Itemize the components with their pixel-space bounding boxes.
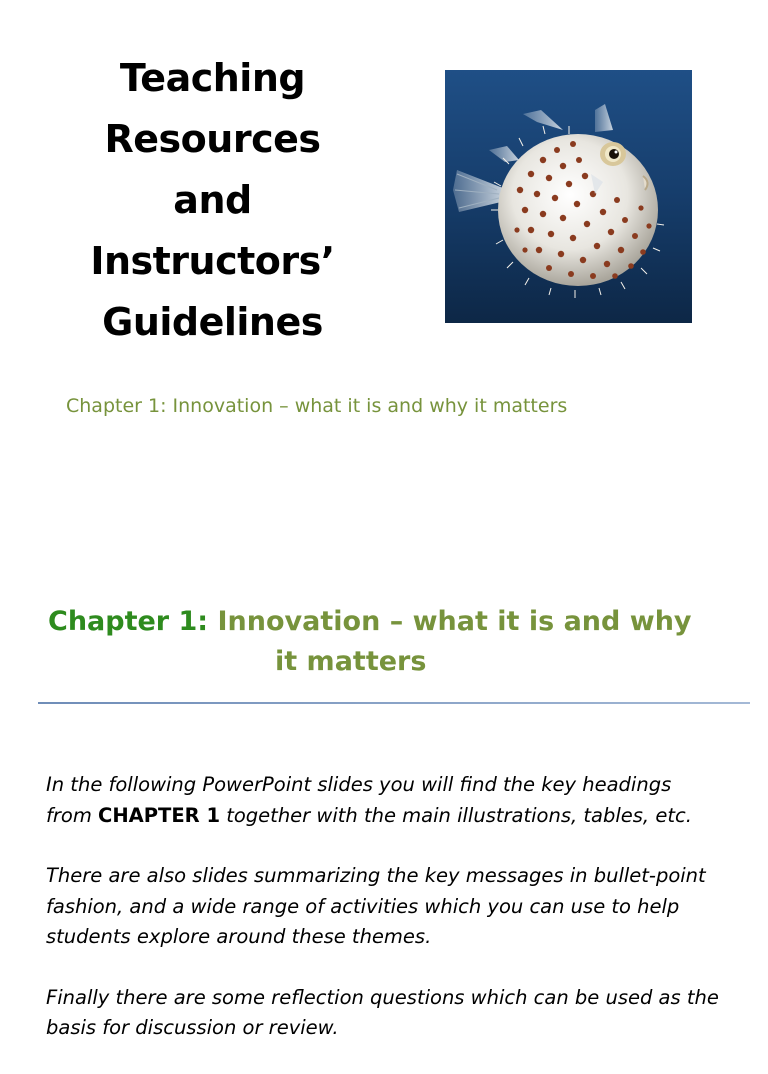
title-line: and [173,178,252,222]
pufferfish-image [445,70,692,323]
title-line: Guidelines [102,300,323,344]
document-title [40,48,385,353]
title-line: Teaching [119,56,306,100]
chapter-title: Innovation – what it is and why [208,606,692,637]
paragraph-slides: There are also slides summarizing the key messages in bullet-point fashion, and a wide range of activities which you can use to help students explore around these themes. [46,864,706,948]
chapter-heading-line [30,602,692,642]
paragraph-reflection: Finally there are some reflection questions which can be used as the basis for discussion or review. [46,985,719,1039]
body-text [46,770,746,1074]
intro-end: together with the main illustrations, tables, etc. [220,803,692,827]
section-divider [38,702,750,704]
chapter-title-continued: it matters [275,646,427,677]
title-line: Instructors’ [90,239,335,283]
paragraph-intro [46,770,746,831]
title-line: Resources [104,117,321,161]
intro-text: In the following PowerPoint slides you will find the key headings [46,773,672,796]
chapter-label: Chapter 1: [48,606,209,637]
intro-from: from [46,803,99,827]
chapter-reference: CHAPTER 1 [98,803,221,827]
slide-subtitle: Chapter 1: Innovation – what it is and why it matters [66,395,568,417]
chapter-heading [30,602,692,682]
